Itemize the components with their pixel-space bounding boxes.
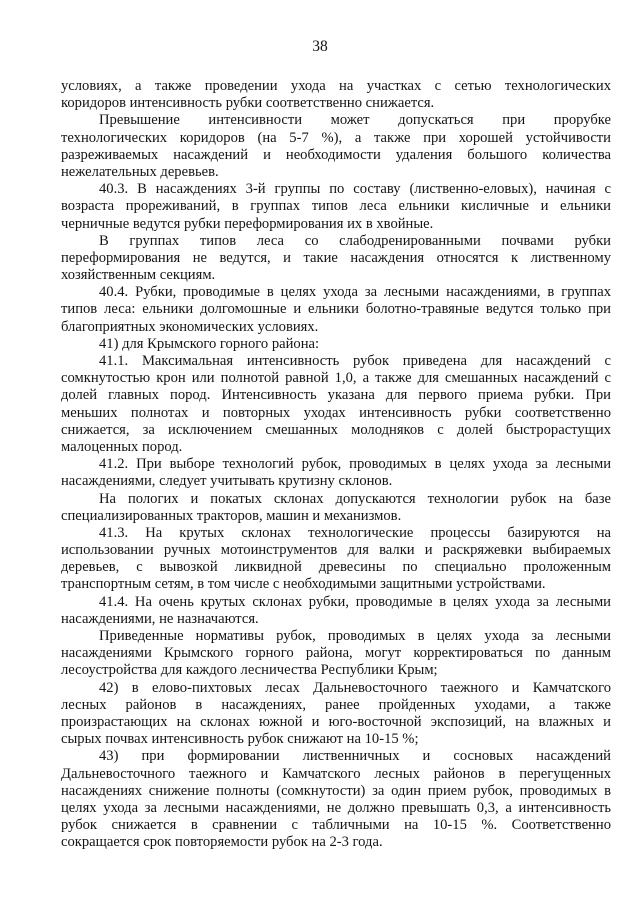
text-line: сокращается срок повторяемости рубок на 2-3 года.: [61, 834, 383, 851]
paragraph: [61, 748, 611, 851]
text-line: Дальневосточного таежного и Камчатского лесных районов в перегущенных: [61, 765, 611, 782]
paragraph: [61, 78, 611, 112]
paragraph: [61, 181, 611, 233]
document-body: [61, 78, 611, 851]
text-line: лесных районов в насаждениях, ранее пройденных уходами, а также: [61, 696, 611, 713]
text-line: Приведенные нормативы рубок, проводимых в целях ухода за лесными: [99, 628, 611, 644]
paragraph: [61, 456, 611, 490]
text-line: насаждениями Крымского горного района, могут корректироваться по данным: [61, 645, 611, 662]
text-line: благоприятных экономических условиях.: [61, 318, 319, 335]
text-line: 41.1. Максимальная интенсивность рубок приведена для насаждений с: [99, 353, 611, 369]
page-number: 38: [312, 38, 328, 55]
paragraph: [61, 233, 611, 285]
text-line: меньших полнотах и повторных уходах интенсивность рубки соответственно: [61, 404, 611, 421]
text-line: На пологих и покатых склонах допускаются технологии рубок на базе: [99, 490, 611, 507]
text-line: 41.4. На очень крутых склонах рубки, проводимые в целях ухода за лесными: [99, 593, 611, 610]
text-line: лесоустройства для каждого лесничества Республики Крым;: [61, 662, 438, 679]
paragraph: [61, 628, 611, 680]
paragraph: [61, 525, 611, 594]
paragraph: [61, 284, 611, 336]
text-line: переформирования не ведутся, и такие насаждения относятся к лиственному: [61, 249, 611, 266]
text-line: снижается, за исключением смешанных молодняков с долей быстрорастущих: [61, 421, 611, 438]
text-line: долей главных пород. Интенсивность указана для первого приема рубки. При: [61, 387, 611, 404]
text-line: рубок снижается в сравнении с табличными на 10-15 %. Соответственно: [61, 817, 611, 834]
text-line: транспортным сетям, в том числе с необходимыми защитными устройствами.: [61, 576, 546, 593]
text-line: 41.3. На крутых склонах технологические процессы базируются на: [99, 524, 611, 541]
text-line: 41.2. При выборе технологий рубок, проводимых в целях ухода за лесными: [99, 456, 611, 473]
text-line: возраста прореживаний, в группах типов леса ельники кисличные и ельники: [61, 198, 611, 215]
text-line: разреживаемых насаждений и необходимости удаления большого количества: [61, 146, 611, 163]
text-line: специализированных тракторов, машин и механизмов.: [61, 507, 402, 524]
text-line: условиях, а также проведении ухода на участках с сетью технологических: [61, 78, 611, 94]
text-line: 40.3. В насаждениях 3-й группы по составу (лиственно-еловых), начиная с: [99, 181, 611, 198]
text-line: 42) в елово-пихтовых лесах Дальневосточного таежного и Камчатского: [99, 679, 611, 696]
text-line: сомкнутостью крон или полнотой равной 1,0, а также для смешанных насаждений с: [61, 370, 611, 387]
paragraph: [61, 112, 611, 181]
text-line: типов леса: ельники долгомошные и ельники болотно-травяные ведутся только при: [61, 301, 611, 318]
text-line: коридоров интенсивность рубки соответственно снижается.: [61, 95, 435, 112]
text-line: 43) при формировании лиственничных и сосновых насаждений: [99, 748, 611, 765]
text-line: насаждениями, не назначаются.: [61, 610, 259, 627]
text-line: 40.4. Рубки, проводимые в целях ухода за лесными насаждениями, в группах: [99, 284, 611, 301]
text-line: сырых почвах интенсивность рубок снижают на 10-15 %;: [61, 731, 419, 748]
text-line: нежелательных деревьев.: [61, 163, 219, 180]
text-line: В группах типов леса со слабодренированными почвами рубки: [99, 232, 611, 249]
text-line: хозяйственным секциям.: [61, 267, 216, 284]
text-line: 41) для Крымского горного района:: [99, 335, 320, 352]
paragraph: [61, 680, 611, 749]
paragraph: [61, 491, 611, 525]
text-line: насаждениях снижение полноты (сомкнутости) за один прием рубок, проводимых в: [61, 782, 611, 799]
paragraph: [61, 336, 611, 353]
paragraph: [61, 353, 611, 456]
text-line: деревьев, с вывозкой ликвидной древесины по специально проложенным: [61, 559, 611, 576]
text-line: малоценных пород.: [61, 438, 183, 455]
text-line: целях ухода за лесными насаждениями, не должно превышать 0,3, а интенсивность: [61, 799, 611, 816]
paragraph: [61, 594, 611, 628]
text-line: черничные ведутся рубки переформирования их в хвойные.: [61, 215, 434, 232]
text-line: технологических коридоров (на 5-7 %), а также при хорошей устойчивости: [61, 129, 611, 146]
text-line: использовании ручных мотоинструментов для валки и раскряжевки выбираемых: [61, 542, 611, 559]
text-line: насаждениями, следует учитывать крутизну склонов.: [61, 473, 393, 490]
text-line: Превышение интенсивности может допускаться при прорубке: [99, 112, 611, 129]
text-line: произрастающих на склонах южной и юго-восточной экспозиций, на влажных и: [61, 713, 611, 730]
